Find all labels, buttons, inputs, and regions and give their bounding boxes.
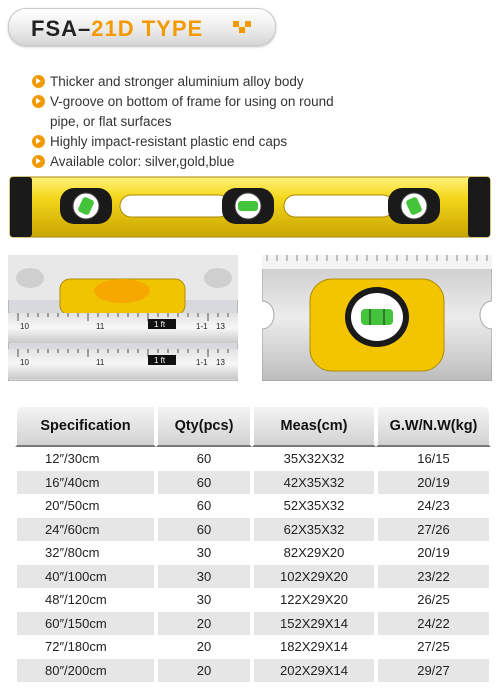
table-cell: 82X29X20: [252, 541, 376, 565]
specification-table: [15, 405, 491, 682]
ruler-label: 1-1: [196, 358, 208, 367]
ruler-label: 11: [96, 358, 105, 367]
table-cell: 60: [156, 471, 252, 495]
table-cell: 30: [156, 565, 252, 589]
ruler-label: 13: [216, 322, 225, 331]
feature-item: V-groove on bottom of frame for using on round: [32, 92, 472, 112]
feature-item: Thicker and stronger aluminium alloy body: [32, 72, 472, 92]
ruler-label: 10: [20, 358, 29, 367]
table-cell: 152X29X14: [252, 612, 376, 636]
table-cell: 20: [156, 659, 252, 683]
table-cell: 26/25: [376, 588, 491, 612]
column-header: G.W/N.W(kg): [376, 405, 491, 447]
table-cell: 20/19: [376, 471, 491, 495]
table-cell: 72″/180cm: [15, 635, 156, 659]
table-row: [15, 518, 491, 542]
orange-arrow-bullet-icon: [32, 135, 45, 148]
table-cell: 80″/200cm: [15, 659, 156, 683]
table-cell: 62X35X32: [252, 518, 376, 542]
table-cell: 27/26: [376, 518, 491, 542]
table-row: [15, 471, 491, 495]
feature-item-continued: pipe, or flat surfaces: [50, 114, 172, 129]
table-row: [15, 588, 491, 612]
spirit-level-image: [0, 174, 500, 244]
feature-item: Highly impact-resistant plastic end caps: [32, 132, 472, 152]
end-cap-vial-photo: [262, 255, 492, 381]
table-cell: 20: [156, 635, 252, 659]
table-cell: 24/22: [376, 612, 491, 636]
table-cell: 24″/60cm: [15, 518, 156, 542]
orange-arrow-bullet-icon: [32, 75, 45, 88]
table-row: [15, 447, 491, 471]
ruler-label: 1 ft: [154, 320, 166, 329]
table-cell: 42X35X32: [252, 471, 376, 495]
table-row: [15, 541, 491, 565]
table-cell: 52X35X32: [252, 494, 376, 518]
feature-list: [32, 72, 472, 172]
table-cell: 20: [156, 612, 252, 636]
table-cell: 16/15: [376, 447, 491, 471]
table-row: [15, 659, 491, 683]
table-cell: 182X29X14: [252, 635, 376, 659]
orange-arrow-bullet-icon: [32, 95, 45, 108]
table-cell: 60: [156, 518, 252, 542]
vial-closeup-photo: [8, 255, 238, 381]
table-cell: 20″/50cm: [15, 494, 156, 518]
title-pill: [8, 8, 276, 46]
table-cell: 30: [156, 541, 252, 565]
table-cell: 27/25: [376, 635, 491, 659]
table-cell: 30: [156, 588, 252, 612]
ruler-label: 10: [20, 322, 29, 331]
table-header-row: [15, 405, 491, 447]
table-cell: 16″/40cm: [15, 471, 156, 495]
table-cell: 60: [156, 494, 252, 518]
ruler-label: 1-1: [196, 322, 208, 331]
table-cell: 40″/100cm: [15, 565, 156, 589]
table-cell: 32″/80cm: [15, 541, 156, 565]
table-row: [15, 635, 491, 659]
table-cell: 202X29X14: [252, 659, 376, 683]
ruler-label: 13: [216, 358, 225, 367]
table-row: [15, 494, 491, 518]
table-cell: 102X29X20: [252, 565, 376, 589]
column-header: Specification: [15, 405, 156, 447]
page-title: FSA–21D TYPE: [31, 16, 204, 41]
table-cell: 35X32X32: [252, 447, 376, 471]
checker-icon: [233, 21, 251, 33]
table-cell: 12″/30cm: [15, 447, 156, 471]
table-row: [15, 612, 491, 636]
ruler-label: 1 ft: [154, 356, 166, 365]
table-cell: 122X29X20: [252, 588, 376, 612]
table-cell: 24/23: [376, 494, 491, 518]
column-header: Meas(cm): [252, 405, 376, 447]
table-cell: 48″/120cm: [15, 588, 156, 612]
orange-arrow-bullet-icon: [32, 155, 45, 168]
ruler-label: 11: [96, 322, 105, 331]
table-cell: 60: [156, 447, 252, 471]
table-row: [15, 565, 491, 589]
table-cell: 60″/150cm: [15, 612, 156, 636]
table-cell: 23/22: [376, 565, 491, 589]
table-cell: 20/19: [376, 541, 491, 565]
feature-item: Available color: silver,gold,blue: [32, 152, 472, 172]
table-cell: 29/27: [376, 659, 491, 683]
column-header: Qty(pcs): [156, 405, 252, 447]
